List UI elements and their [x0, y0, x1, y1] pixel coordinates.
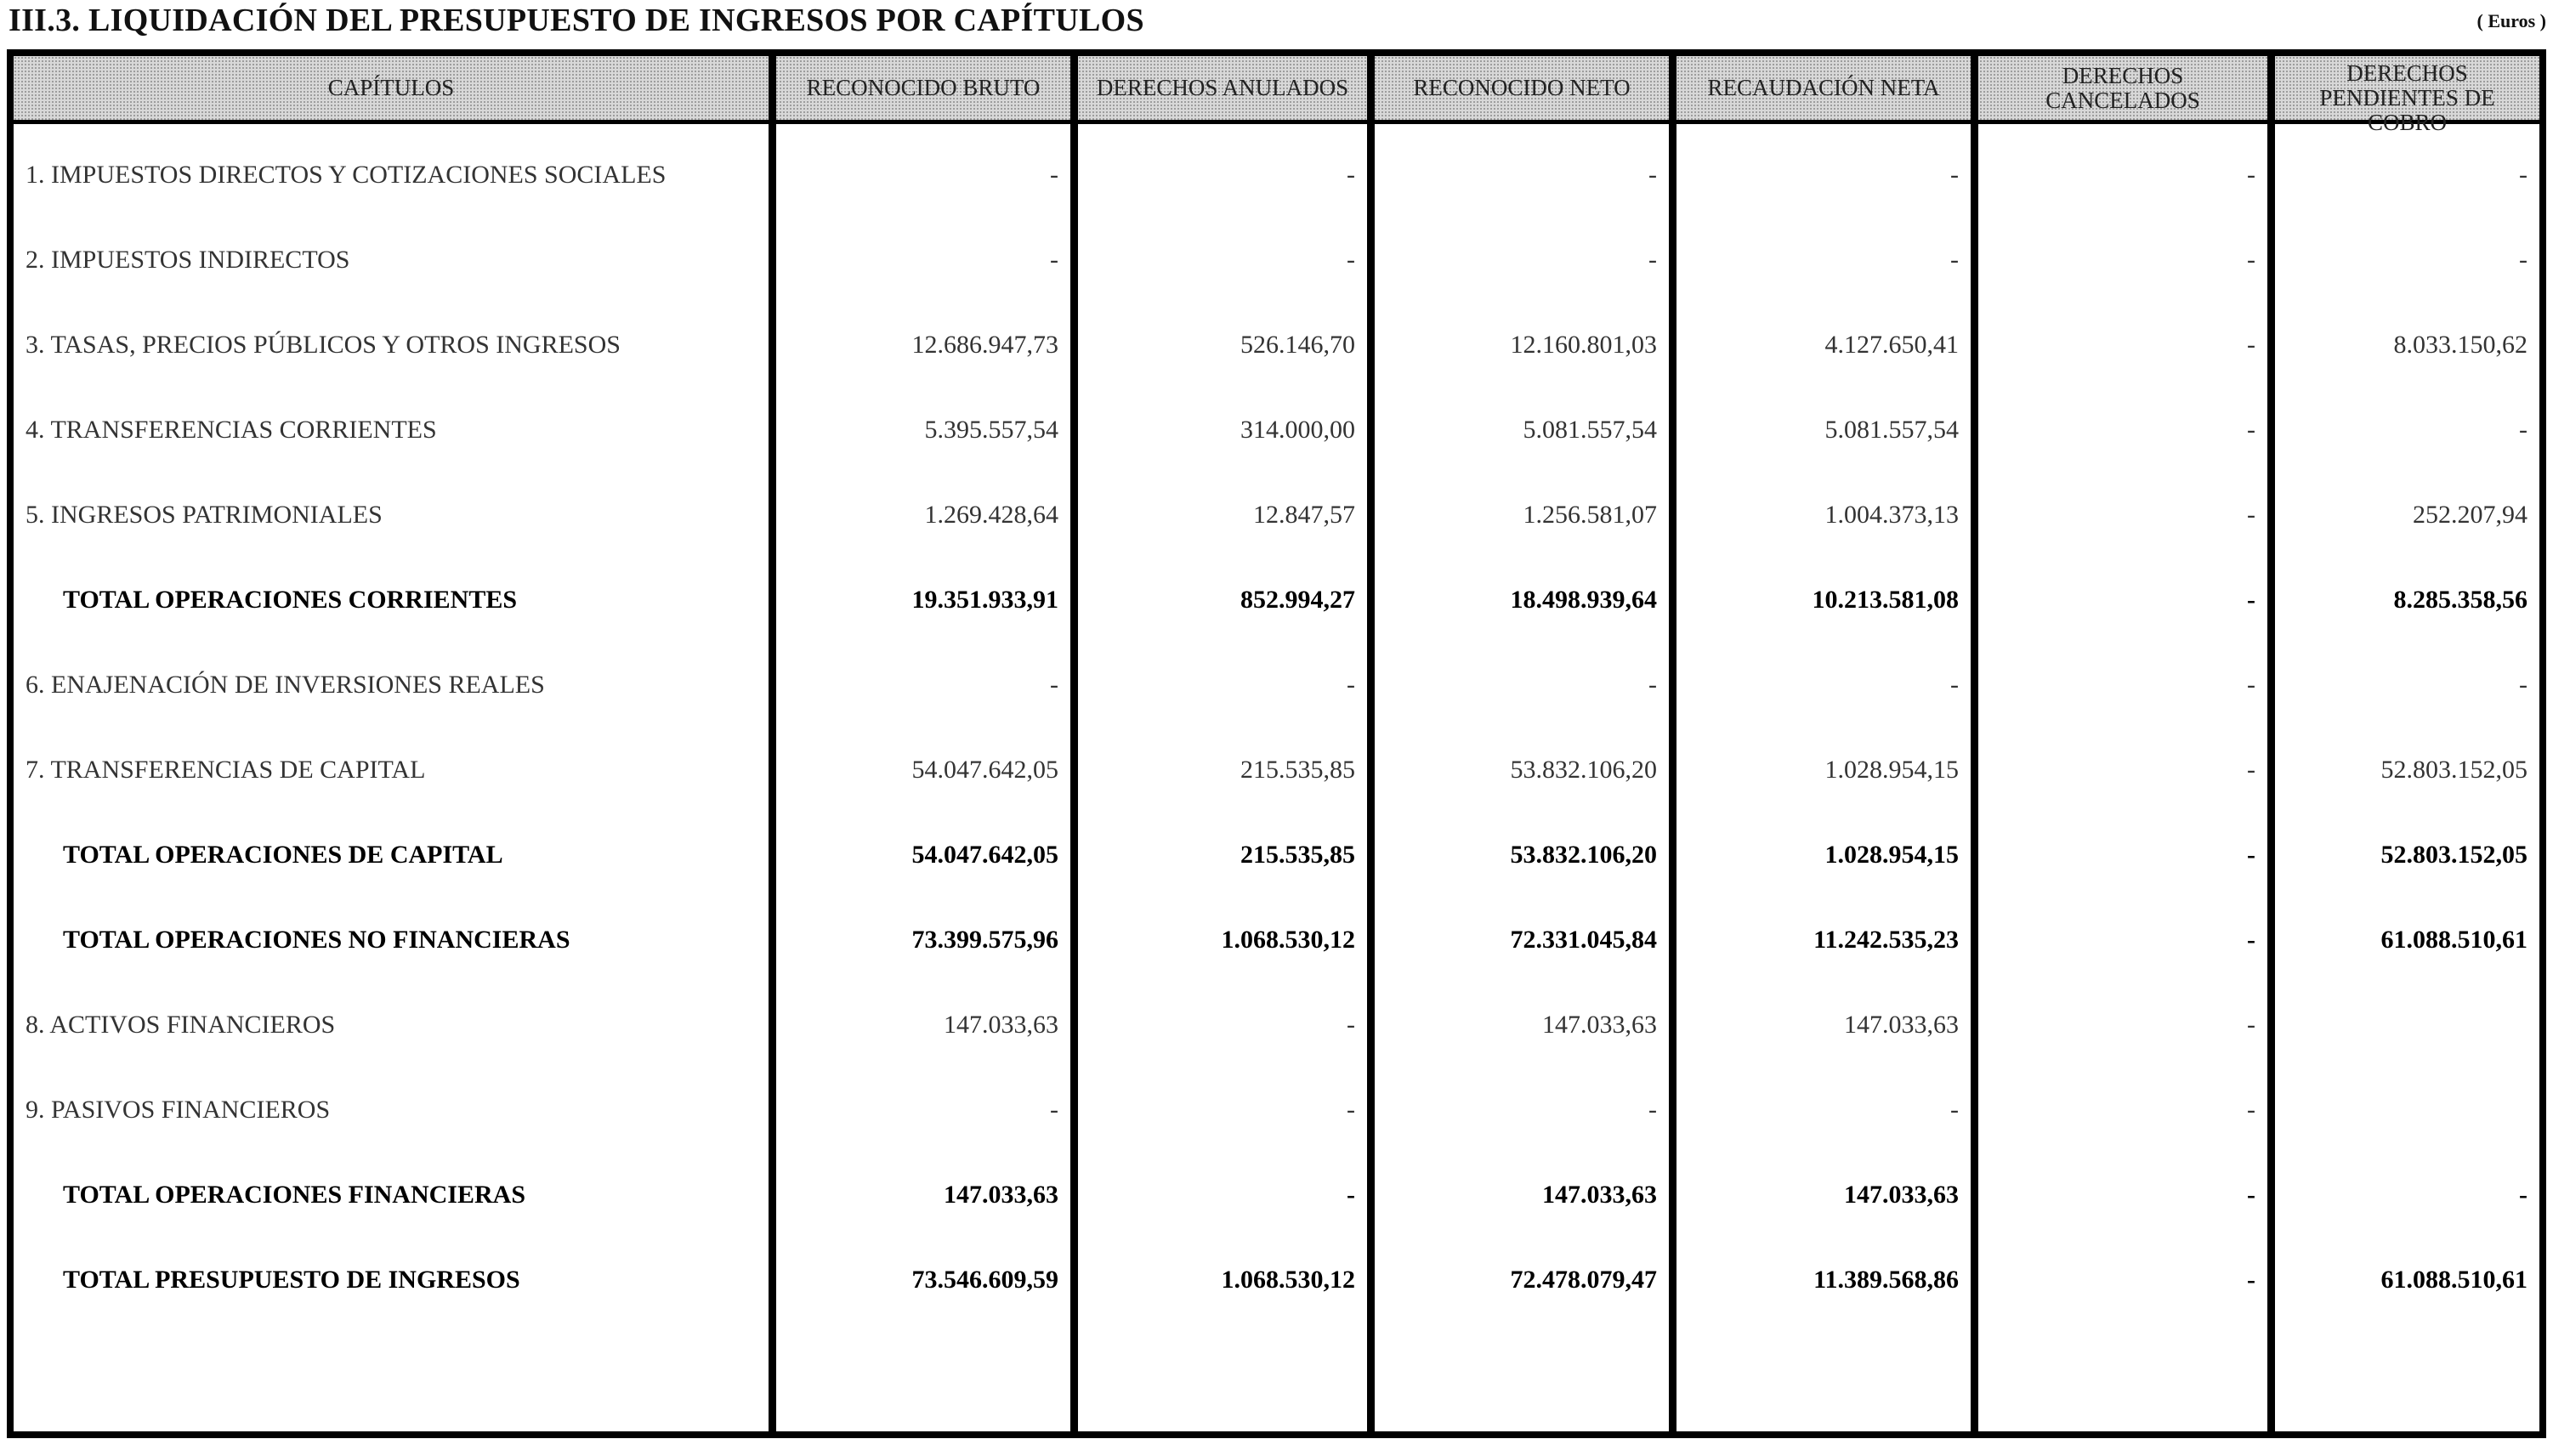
- row-value: [2275, 983, 2539, 1068]
- table-row: [14, 643, 2539, 728]
- header-reconocido-bruto: RECONOCIDO BRUTO: [806, 75, 1041, 100]
- row-label: TOTAL OPERACIONES NO FINANCIERAS: [63, 926, 570, 954]
- table-row: [14, 473, 2539, 558]
- row-value: 252.207,94: [2413, 501, 2527, 529]
- total-row: [14, 1153, 2539, 1238]
- row-value: -: [1950, 246, 1959, 274]
- row-value: -: [2247, 1266, 2255, 1294]
- total-row: [14, 898, 2539, 983]
- row-value: -: [1648, 246, 1657, 274]
- row-value: -: [1648, 161, 1657, 189]
- row-label: 2. IMPUESTOS INDIRECTOS: [26, 246, 350, 274]
- row-value: -: [2247, 1096, 2255, 1124]
- table-row: [14, 218, 2539, 303]
- page-title: III.3. LIQUIDACIÓN DEL PRESUPUESTO DE INGRESOS POR CAPÍTULOS: [9, 3, 1144, 38]
- row-value: 61.088.510,61: [2380, 1266, 2527, 1294]
- row-value: -: [2247, 416, 2255, 444]
- row-value: 5.081.557,54: [1824, 416, 1959, 444]
- row-value: 52.803.152,05: [2380, 756, 2527, 784]
- row-value: -: [1050, 671, 1058, 699]
- row-value: -: [2247, 1181, 2255, 1209]
- row-value: -: [1648, 671, 1657, 699]
- row-value: 1.068.530,12: [1221, 1266, 1355, 1294]
- row-value: 147.033,63: [1844, 1011, 1959, 1039]
- row-value: 52.803.152,05: [2380, 841, 2527, 869]
- row-value: 1.004.373,13: [1824, 501, 1959, 529]
- row-label: TOTAL OPERACIONES DE CAPITAL: [63, 841, 503, 869]
- table-header: [14, 56, 2539, 135]
- row-value: -: [1347, 161, 1355, 189]
- row-value: 72.478.079,47: [1510, 1266, 1657, 1294]
- row-value: -: [2519, 416, 2527, 444]
- row-value: -: [1347, 671, 1355, 699]
- units-label: ( Euros ): [2476, 10, 2546, 31]
- header-derechos-pendientes: DERECHOS PENDIENTES DE COBRO: [2319, 60, 2495, 135]
- row-value: 18.498.939,64: [1510, 586, 1657, 614]
- table-row: [14, 983, 2539, 1068]
- row-value: -: [2247, 161, 2255, 189]
- row-value: -: [1050, 246, 1058, 274]
- row-value: 1.068.530,12: [1221, 926, 1355, 954]
- header-derechos-anulados: DERECHOS ANULADOS: [1096, 75, 1349, 100]
- row-value: -: [2247, 671, 2255, 699]
- row-value: 12.686.947,73: [911, 331, 1058, 359]
- row-value: -: [1050, 161, 1058, 189]
- row-label: 6. ENAJENACIÓN DE INVERSIONES REALES: [26, 671, 545, 699]
- row-value: 5.081.557,54: [1523, 416, 1657, 444]
- table-row: [14, 133, 2539, 218]
- row-value: -: [2247, 331, 2255, 359]
- table-row: [14, 728, 2539, 813]
- row-value: 1.269.428,64: [924, 501, 1058, 529]
- row-value: 54.047.642,05: [911, 841, 1058, 869]
- row-value: 10.213.581,08: [1812, 586, 1959, 614]
- row-value: -: [2247, 246, 2255, 274]
- row-value: 1.256.581,07: [1523, 501, 1657, 529]
- row-value: -: [2247, 501, 2255, 529]
- header-capitulos: CAPÍTULOS: [327, 75, 455, 100]
- row-value: 8.285.358,56: [2393, 586, 2527, 614]
- row-value: 1.028.954,15: [1824, 841, 1959, 869]
- row-value: 852.994,27: [1240, 586, 1355, 614]
- row-label: 7. TRANSFERENCIAS DE CAPITAL: [26, 756, 426, 784]
- row-value: -: [1347, 246, 1355, 274]
- row-value: -: [2247, 841, 2255, 869]
- row-value: 147.033,63: [1844, 1181, 1959, 1209]
- row-label: TOTAL OPERACIONES CORRIENTES: [63, 586, 518, 614]
- table-row: [14, 388, 2539, 473]
- row-value: 73.399.575,96: [911, 926, 1058, 954]
- row-value: 215.535,85: [1240, 756, 1355, 784]
- row-value: 54.047.642,05: [911, 756, 1058, 784]
- row-value: 61.088.510,61: [2380, 926, 2527, 954]
- header-recaudacion-neta: RECAUDACIÓN NETA: [1707, 75, 1940, 100]
- row-value: [2275, 1068, 2539, 1153]
- row-value: -: [2247, 1011, 2255, 1039]
- row-value: -: [1347, 1096, 1355, 1124]
- row-value: 147.033,63: [944, 1011, 1058, 1039]
- row-label: 8. ACTIVOS FINANCIEROS: [26, 1011, 336, 1039]
- row-value: -: [1050, 1096, 1058, 1124]
- row-value: 1.028.954,15: [1824, 756, 1959, 784]
- row-value: -: [1950, 161, 1959, 189]
- row-value: -: [1347, 1181, 1355, 1209]
- row-value: 72.331.045,84: [1510, 926, 1657, 954]
- row-label: 1. IMPUESTOS DIRECTOS Y COTIZACIONES SOCIALES: [26, 161, 667, 189]
- row-label: TOTAL OPERACIONES FINANCIERAS: [63, 1181, 525, 1209]
- row-value: 53.832.106,20: [1510, 841, 1657, 869]
- row-value: 12.847,57: [1253, 501, 1355, 529]
- row-value: 215.535,85: [1240, 841, 1355, 869]
- row-label: 5. INGRESOS PATRIMONIALES: [26, 501, 383, 529]
- row-value: -: [1950, 671, 1959, 699]
- row-value: 11.242.535,23: [1813, 926, 1959, 954]
- row-value: -: [1648, 1096, 1657, 1124]
- total-row: [14, 813, 2539, 898]
- header-derechos-cancelados: DERECHOS CANCELADOS: [2045, 62, 2200, 113]
- row-value: -: [1950, 1096, 1959, 1124]
- row-value: 5.395.557,54: [924, 416, 1058, 444]
- row-value: 12.160.801,03: [1510, 331, 1657, 359]
- row-value: 8.033.150,62: [2393, 331, 2527, 359]
- row-value: -: [2519, 161, 2527, 189]
- budget-table: [7, 49, 2546, 1438]
- row-value: 11.389.568,86: [1813, 1266, 1959, 1294]
- row-value: 314.000,00: [1240, 416, 1355, 444]
- row-value: 53.832.106,20: [1510, 756, 1657, 784]
- row-value: -: [1347, 1011, 1355, 1039]
- total-row: [14, 1238, 2539, 1323]
- total-row: [14, 558, 2539, 643]
- row-value: 4.127.650,41: [1824, 331, 1959, 359]
- row-value: -: [2247, 586, 2255, 614]
- row-label: 3. TASAS, PRECIOS PÚBLICOS Y OTROS INGRESOS: [26, 331, 621, 359]
- row-value: 73.546.609,59: [911, 1266, 1058, 1294]
- row-value: -: [2519, 1181, 2527, 1209]
- row-value: 147.033,63: [1542, 1011, 1657, 1039]
- row-value: 147.033,63: [944, 1181, 1058, 1209]
- table-row: [14, 1068, 2539, 1153]
- row-value: -: [2247, 756, 2255, 784]
- row-label: TOTAL PRESUPUESTO DE INGRESOS: [63, 1266, 520, 1294]
- row-value: -: [2519, 671, 2527, 699]
- row-value: 19.351.933,91: [911, 586, 1058, 614]
- table-row: [14, 303, 2539, 388]
- row-label: 9. PASIVOS FINANCIEROS: [26, 1096, 331, 1124]
- row-value: 526.146,70: [1240, 331, 1355, 359]
- row-value: -: [2519, 246, 2527, 274]
- header-reconocido-neto: RECONOCIDO NETO: [1413, 75, 1631, 100]
- row-value: -: [2247, 926, 2255, 954]
- row-value: 147.033,63: [1542, 1181, 1657, 1209]
- row-label: 4. TRANSFERENCIAS CORRIENTES: [26, 416, 437, 444]
